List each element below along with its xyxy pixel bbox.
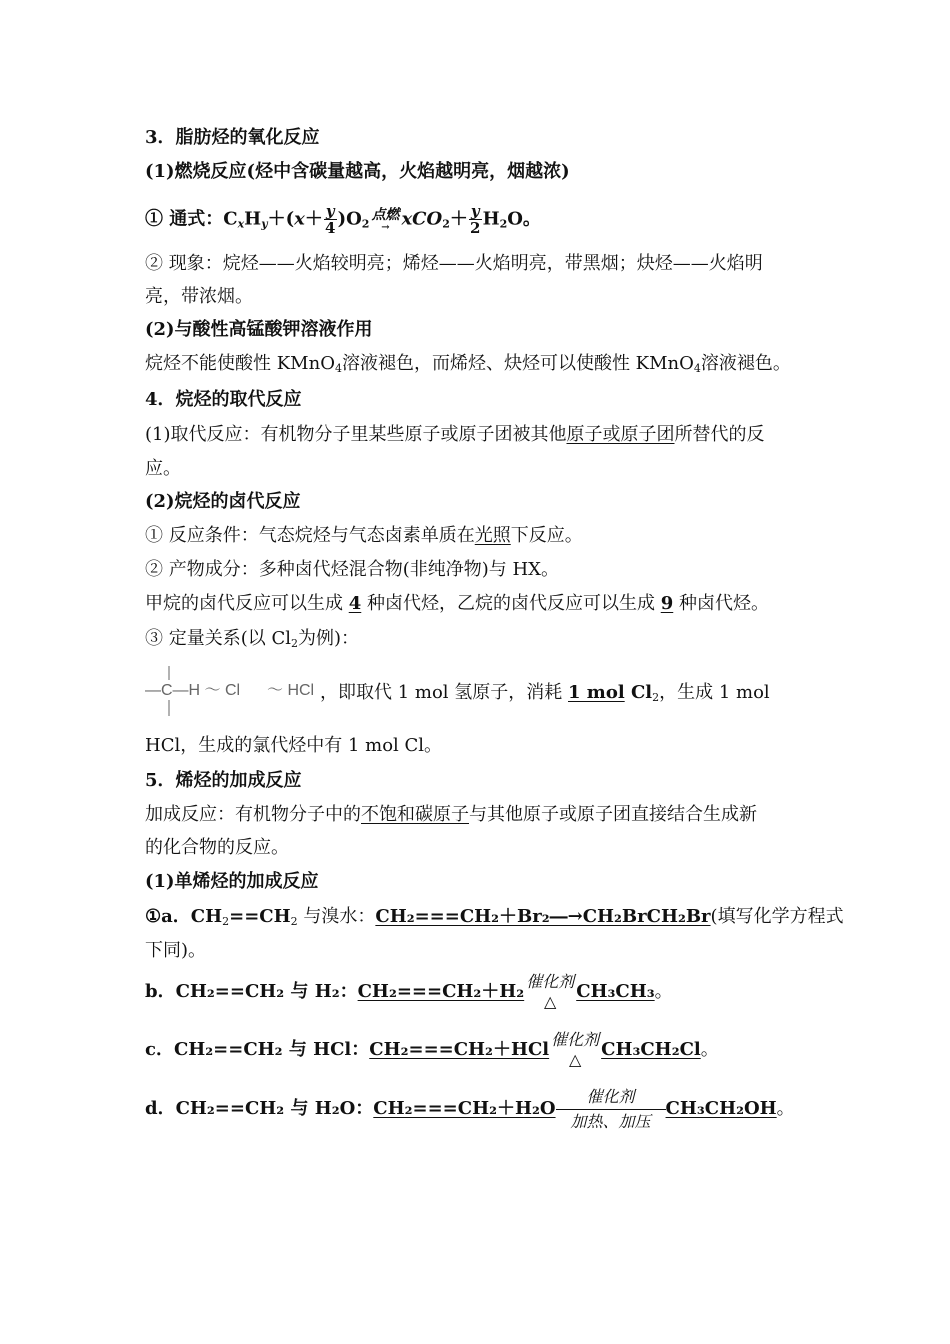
quantity-relation-line-2: HCl，生成的氯代烃中有 1 mol Cl。 [145,735,443,756]
addition-definition-2: 的化合物的反应。 [145,837,289,858]
kmno4-line: 烷烃不能使酸性 KMnO$_4$溶液褪色，而烯烃、炔烃可以使酸性 KMnO$_4$溶液褪色。 [145,353,791,375]
substitution-definition: (1)取代反应：有机物分子里某些原子或原子团被其他原子或原子团所替代的反 [145,424,765,445]
kmno4-subheading: (2)与酸性高锰酸钾溶液作用 [145,319,373,340]
reaction-b-line: b．CH₂==CH₂ 与 H₂：CH₂===CH₂＋H₂ 催化剂 △ CH₃CH₃。 [145,972,673,1011]
halogenation-subheading: (2)烷烃的卤代反应 [145,491,301,512]
addition-definition: 加成反应：有机物分子中的不饱和碳原子与其他原子或原子团直接结合生成新 [145,804,757,825]
reaction-condition-line: ① 反应条件：气态烷烃与气态卤素单质在光照下反应。 [145,525,583,546]
general-formula-line: ① 通式：$C_xH_y+(x+$ $\frac{y}{4}$ )$O_2$ 点燃 → xCO$_2$＋ $\frac{y}{2}$ $H_2O$。 [145,202,541,237]
section-3-heading: 3．脂肪烃的氧化反应 [145,127,320,148]
count-line: 甲烷的卤代反应可以生成 4 种卤代烃，乙烷的卤代反应可以生成 9 种卤代烃。 [145,593,769,614]
phenomenon-line-2: 亮，带浓烟。 [145,286,253,307]
reaction-d-line: d．CH₂==CH₂ 与 H₂O：CH₂===CH₂＋H₂O 催化剂 加热、加压 CH₃CH₂OH。 [145,1086,795,1131]
quantity-relation-line: ，即取代 1 mol 氢原子，消耗 1 mol $Cl_2$，生成 1 mol [320,682,770,704]
catalyst-heat-condition: 催化剂 △ [551,1030,600,1069]
reaction-a-line-2: 下同)。 [145,940,207,961]
reaction-c-line: c．CH₂==CH₂ 与 HCl：CH₂===CH₂＋HCl 催化剂 △ CH₃CH₂Cl。 [145,1030,719,1069]
ignition-condition: 点燃 → [371,206,400,233]
quantity-relation-heading: ③ 定量关系(以 $Cl_2$为例)： [145,628,360,650]
phenomenon-line-1: ② 现象：烷烃——火焰较明亮；烯烃——火焰明亮，带黑烟；炔烃——火焰明 [145,253,763,274]
product-line: ② 产物成分：多种卤代烃混合物(非纯净物)与 HX。 [145,559,559,580]
substitution-definition-2: 应。 [145,458,181,479]
carbon-structure-figure [145,664,335,718]
fraction-y-over-4: $\frac{y}{4}$ [325,202,336,237]
fraction-y-over-2: $\frac{y}{2}$ [469,202,481,237]
structure-text-2: ～ HCl [267,682,315,699]
bromine-equation: CH₂===CH₂＋Br₂―→CH₂BrCH₂Br [375,906,711,927]
catalyst-heat-pressure-condition: 催化剂 加热、加压 [556,1087,666,1132]
reaction-a-line: ①a．$CH_2==CH_2$ 与溴水：CH₂===CH₂＋Br₂―→CH₂BrCH₂Br(填写化学方程式 [145,906,844,928]
section-5-heading: 5．烯烃的加成反应 [145,770,302,791]
combustion-subheading: (1)燃烧反应(烃中含碳量越高，火焰越明亮，烟越浓) [145,161,570,182]
structure-text: —C—H ～ Cl [145,682,241,699]
monoalkene-subheading: (1)单烯烃的加成反应 [145,871,319,892]
section-4-heading: 4．烷烃的取代反应 [145,389,302,410]
catalyst-heat-condition: 催化剂 △ [526,972,575,1011]
